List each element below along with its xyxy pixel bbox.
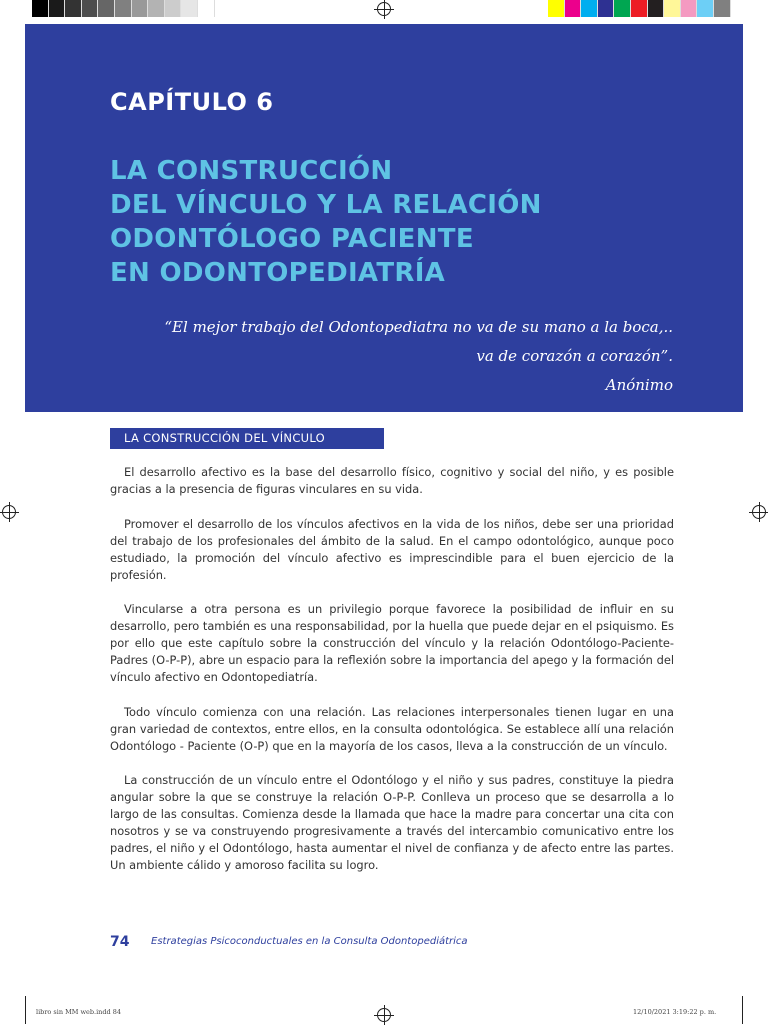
- chapter-number: CAPÍTULO 6: [110, 88, 274, 116]
- epigraph-line: va de corazón a corazón”.: [476, 347, 673, 365]
- gray-swatch: [165, 0, 182, 17]
- epigraph-author: Anónimo: [605, 376, 673, 394]
- body-text: [110, 464, 674, 892]
- gray-swatch: [115, 0, 132, 17]
- epigraph-quote: [164, 313, 673, 400]
- grayscale-calibration-bar: [32, 0, 215, 17]
- color-calibration-bar: [548, 0, 731, 17]
- paragraph: Todo vínculo comienza con una relación. Las relaciones interpersonales tienen lugar en una gran variedad de contextos, entre ellos, en la consulta odontológica. Se establece allí una relación Odontólogo - Paciente (O-P) que en la mayoría de los casos, lleva a la construcción de un vínculo.: [110, 704, 674, 753]
- gray-swatch: [65, 0, 82, 17]
- print-slug-date: 12/10/2021 3:19:22 p. m.: [633, 1008, 717, 1016]
- paragraph: El desarrollo afectivo es la base del desarrollo físico, cognitivo y social del niño, y es posible gracias a la presencia de figuras vinculares en su vida.: [110, 465, 674, 496]
- color-swatch: [631, 0, 648, 17]
- gray-swatch: [32, 0, 49, 17]
- chapter-title-line: DEL VÍNCULO Y LA RELACIÓN: [110, 190, 542, 220]
- page-number: 74: [110, 934, 130, 950]
- chapter-title: [110, 154, 542, 290]
- crop-mark-bottom-right: [742, 996, 743, 1024]
- crop-mark-bottom-left: [25, 996, 26, 1024]
- paragraph: Vincularse a otra persona es un privilegio porque favorece la posibilidad de influir en su desarrollo, pero también es una responsabilidad, por la huella que puede dejar en el psiquismo. Es por ello que este capítulo sobre la construcción del vínculo y la relación Odontólogo-Paciente-Padres (O-P-P), abre un espacio para la reflexión sobre la importancia del apego y la formación del vínculo afectivo en Odontopediatría.: [110, 602, 674, 684]
- gray-swatch: [82, 0, 99, 17]
- paragraph: La construcción de un vínculo entre el Odontólogo y el niño y sus padres, constituye la piedra angular sobre la que se construye la relación O-P-P. Conlleva un proceso que se desarrolla a lo largo de las consultas. Comienza desde la llamada que hace la madre para concertar una cita con nosotros y se va construyendo progresivamente a través del intercambio comunicativo entre los padres, el niño y el Odontólogo, hasta aumentar el nivel de confianza y de afecto entre las partes. Un ambiente cálido y amoroso facilita su logro.: [110, 773, 674, 872]
- color-swatch: [581, 0, 598, 17]
- chapter-title-line: ODONTÓLOGO PACIENTE: [110, 224, 474, 254]
- gray-swatch: [198, 0, 215, 17]
- gray-swatch: [132, 0, 149, 17]
- running-footer-title: Estrategias Psicoconductuales en la Consulta Odontopediátrica: [151, 936, 468, 947]
- epigraph-line: “El mejor trabajo del Odontopediatra no va de su mano a la boca,..: [164, 318, 673, 336]
- gray-swatch: [49, 0, 66, 17]
- color-swatch: [697, 0, 714, 17]
- color-swatch: [565, 0, 582, 17]
- color-swatch: [598, 0, 615, 17]
- color-swatch: [664, 0, 681, 17]
- color-swatch: [648, 0, 665, 17]
- gray-swatch: [98, 0, 115, 17]
- color-swatch: [614, 0, 631, 17]
- chapter-title-line: LA CONSTRUCCIÓN: [110, 156, 393, 186]
- gray-swatch: [148, 0, 165, 17]
- registration-mark-right: [752, 505, 766, 519]
- print-slug-file: libro sin MM web.indd 84: [36, 1008, 122, 1016]
- chapter-title-line: EN ODONTOPEDIATRÍA: [110, 258, 446, 288]
- registration-mark-top: [377, 2, 391, 16]
- gray-swatch: [181, 0, 198, 17]
- color-swatch: [714, 0, 731, 17]
- paragraph: Promover el desarrollo de los vínculos afectivos en la vida de los niños, debe ser una prioridad del trabajo de los profesionales del ámbito de la salud. En el campo odontológico, aunque poco estudiado, la promoción del vínculo afectivo es imprescindible para el buen ejercicio de la profesión.: [110, 516, 674, 582]
- registration-mark-bottom: [377, 1008, 391, 1022]
- section-heading-bar: [110, 428, 384, 449]
- color-swatch: [681, 0, 698, 17]
- section-heading: LA CONSTRUCCIÓN DEL VÍNCULO: [124, 431, 326, 445]
- color-swatch: [548, 0, 565, 17]
- registration-mark-left: [2, 505, 16, 519]
